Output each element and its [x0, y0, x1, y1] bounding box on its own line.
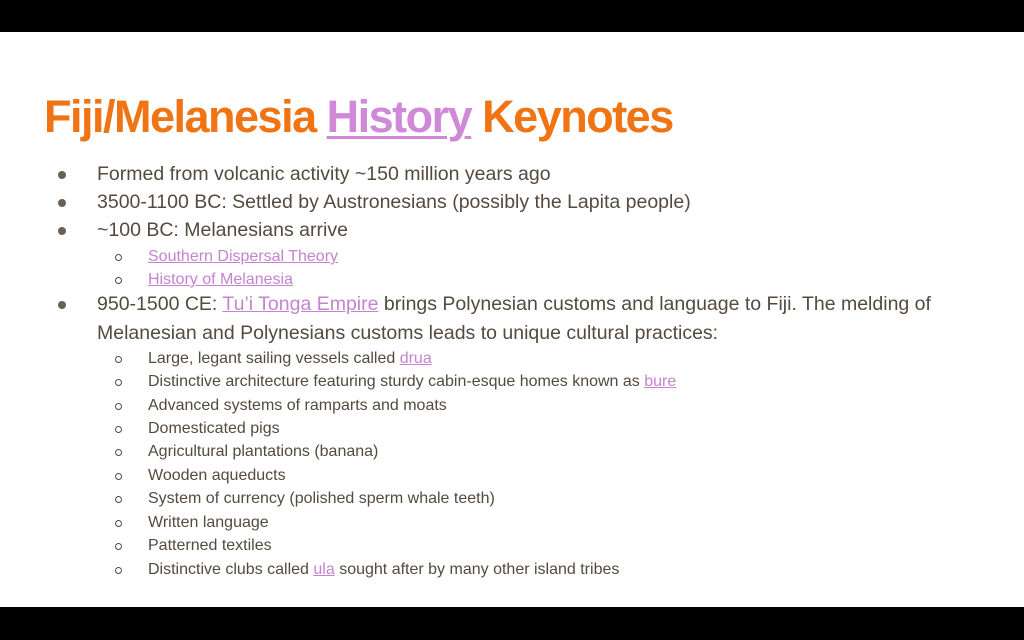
bullet-item: [97, 216, 997, 245]
sub-bullet-item: [148, 394, 1008, 417]
sub-bullet-item: [148, 268, 1008, 291]
practice-text: Distinctive clubs called: [148, 561, 314, 578]
bullet-text: [97, 290, 997, 319]
sub-bullet-item: [148, 245, 1008, 268]
bullet-item: [97, 188, 997, 217]
letterbox-top: [0, 0, 1024, 32]
ula-link[interactable]: ula: [313, 561, 335, 578]
hollow-bullet-icon: [115, 543, 122, 550]
practice-text: sought after by many other island tribes: [334, 561, 620, 578]
hollow-bullet-icon: [115, 567, 122, 574]
hollow-bullet-icon: [115, 449, 122, 456]
letterbox-bottom: [0, 607, 1024, 640]
slide-title: [44, 90, 673, 144]
bullet4-text1: brings Polynesian customs and language to Fiji. The melding of: [378, 293, 931, 315]
practice-text: Domesticated pigs: [148, 420, 280, 437]
hollow-bullet-icon: [115, 496, 122, 503]
title-text-1: Fiji/Melanesia: [44, 91, 327, 142]
southern-dispersal-theory-link[interactable]: Southern Dispersal Theory: [148, 248, 339, 265]
title-text-2: Keynotes: [471, 91, 673, 142]
tui-tonga-empire-link[interactable]: Tu’i Tonga Empire: [222, 293, 379, 315]
bure-link[interactable]: bure: [644, 373, 677, 390]
practice-text: Large, legant sailing vessels called: [148, 350, 400, 367]
practice-text: Patterned textiles: [148, 537, 272, 554]
practice-text: Advanced systems of ramparts and moats: [148, 397, 447, 414]
sub-bullet-item: [148, 534, 1008, 557]
bullet-item: [97, 290, 997, 348]
hollow-bullet-icon: [115, 254, 122, 261]
hollow-bullet-icon: [115, 379, 122, 386]
bullet-dot-icon: [58, 301, 66, 309]
bullet4-prefix: 950-1500 CE:: [97, 293, 223, 315]
practice-text: Agricultural plantations (banana): [148, 443, 379, 460]
hollow-bullet-icon: [115, 356, 122, 363]
bullet-dot-icon: [58, 199, 66, 207]
bullet-text: 3500-1100 BC: Settled by Austronesians (possibly the Lapita people): [97, 191, 691, 213]
hollow-bullet-icon: [115, 403, 122, 410]
bullet-dot-icon: [58, 171, 66, 179]
title-history-link[interactable]: History: [326, 91, 472, 142]
bullet-item: [97, 160, 997, 189]
bullet4-text2: Melanesian and Polynesians customs leads to unique cultural practices:: [97, 322, 719, 344]
hollow-bullet-icon: [115, 426, 122, 433]
slide: [0, 32, 1024, 607]
sub-bullet-item: [148, 347, 1008, 370]
sub-bullet-item: [148, 440, 1008, 463]
history-of-melanesia-link[interactable]: History of Melanesia: [148, 271, 293, 288]
drua-link[interactable]: drua: [399, 350, 432, 367]
sub-bullet-item: [148, 511, 1008, 534]
sub-bullet-item: [148, 558, 1008, 581]
bullet-text: ~100 BC: Melanesians arrive: [97, 219, 348, 241]
sub-bullet-item: [148, 370, 1008, 393]
sub-bullet-item: [148, 487, 1008, 510]
sub-bullet-item: [148, 417, 1008, 440]
bullet-text: Formed from volcanic activity ~150 million years ago: [97, 163, 551, 185]
practice-text: Wooden aqueducts: [148, 467, 286, 484]
hollow-bullet-icon: [115, 520, 122, 527]
hollow-bullet-icon: [115, 473, 122, 480]
practice-text: Written language: [148, 514, 269, 531]
hollow-bullet-icon: [115, 277, 122, 284]
practice-text: Distinctive architecture featuring sturdy cabin-esque homes known as: [148, 373, 645, 390]
practice-text: System of currency (polished sperm whale teeth): [148, 490, 495, 507]
bullet-dot-icon: [58, 227, 66, 235]
sub-bullet-item: [148, 464, 1008, 487]
